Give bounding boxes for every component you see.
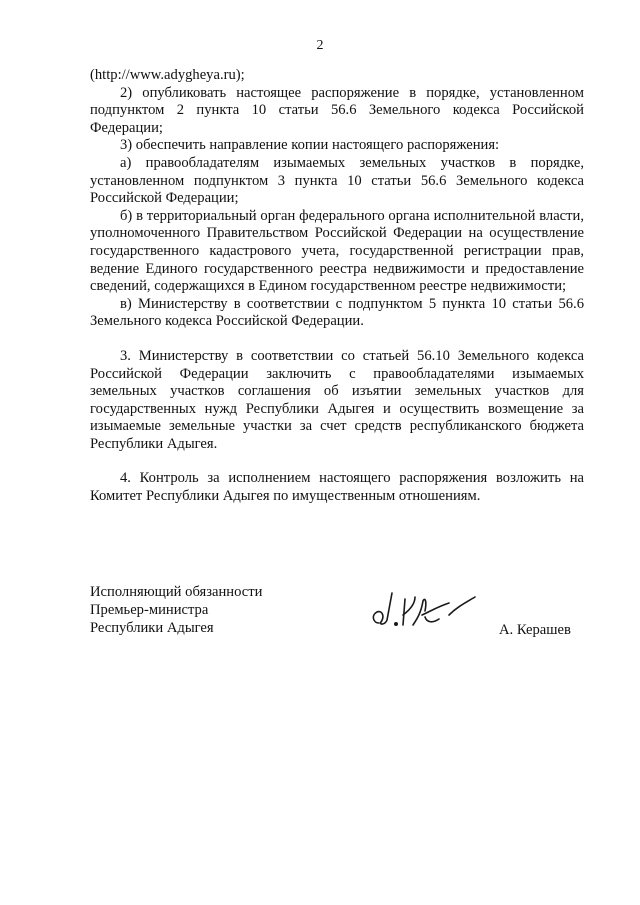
paragraph-subitem-b: б) в территориальный орган федерального органа исполнительной власти, уполномоченного Правительством Российской Федерации на осуществление государственного кадастрового учета, государственной регистрации прав, ведение Единого государственного реестра недвижимости и предоставление сведений, содержащихся в Едином государственном реестре недвижимости; [90, 207, 584, 295]
paragraph-url: (http://www.adygheya.ru); [90, 67, 245, 83]
signatory-title-line: Премьер-министра [90, 602, 209, 618]
signatory-title-line: Исполняющий обязанности [90, 584, 263, 600]
spacer [90, 331, 584, 348]
signatory-title [90, 583, 330, 637]
handwritten-signature [365, 585, 485, 635]
signatory-name: А. Керашев [499, 622, 571, 638]
page-number: 2 [316, 38, 324, 53]
paragraph-clause-4: 4. Контроль за исполнением настоящего распоряжения возложить на Комитет Республики Адыгея по имущественным отношениям. [90, 470, 584, 505]
paragraph-subitem-v: в) Министерству в соответствии с подпунктом 5 пункта 10 статьи 56.6 Земельного кодекса Российской Федерации. [90, 295, 584, 330]
signatory-title-line: Республики Адыгея [90, 620, 214, 636]
document-body [90, 67, 584, 506]
paragraph-subitem-a: а) правообладателям изымаемых земельных участков в порядке, установленном подпунктом 3 пункта 10 статьи 56.6 Земельного кодекса Российской Федерации; [90, 154, 584, 207]
paragraph-item-2: 2) опубликовать настоящее распоряжение в порядке, установленном подпунктом 2 пункта 10 статьи 56.6 Земельного кодекса Российской Федерации; [90, 84, 584, 136]
paragraph-clause-3: 3. Министерству в соответствии со статьей 56.10 Земельного кодекса Российской Федерации заключить с правообладателями изымаемых земельных участков соглашения об изъятии земельных участков для государственных нужд Республики Адыгея и осуществить возмещение за изымаемые земельные участки за счет средств республиканского бюджета Республики Адыгея. [90, 347, 584, 452]
paragraph-item-3: 3) обеспечить направление копии настоящего распоряжения: [120, 137, 500, 154]
spacer [90, 453, 584, 470]
